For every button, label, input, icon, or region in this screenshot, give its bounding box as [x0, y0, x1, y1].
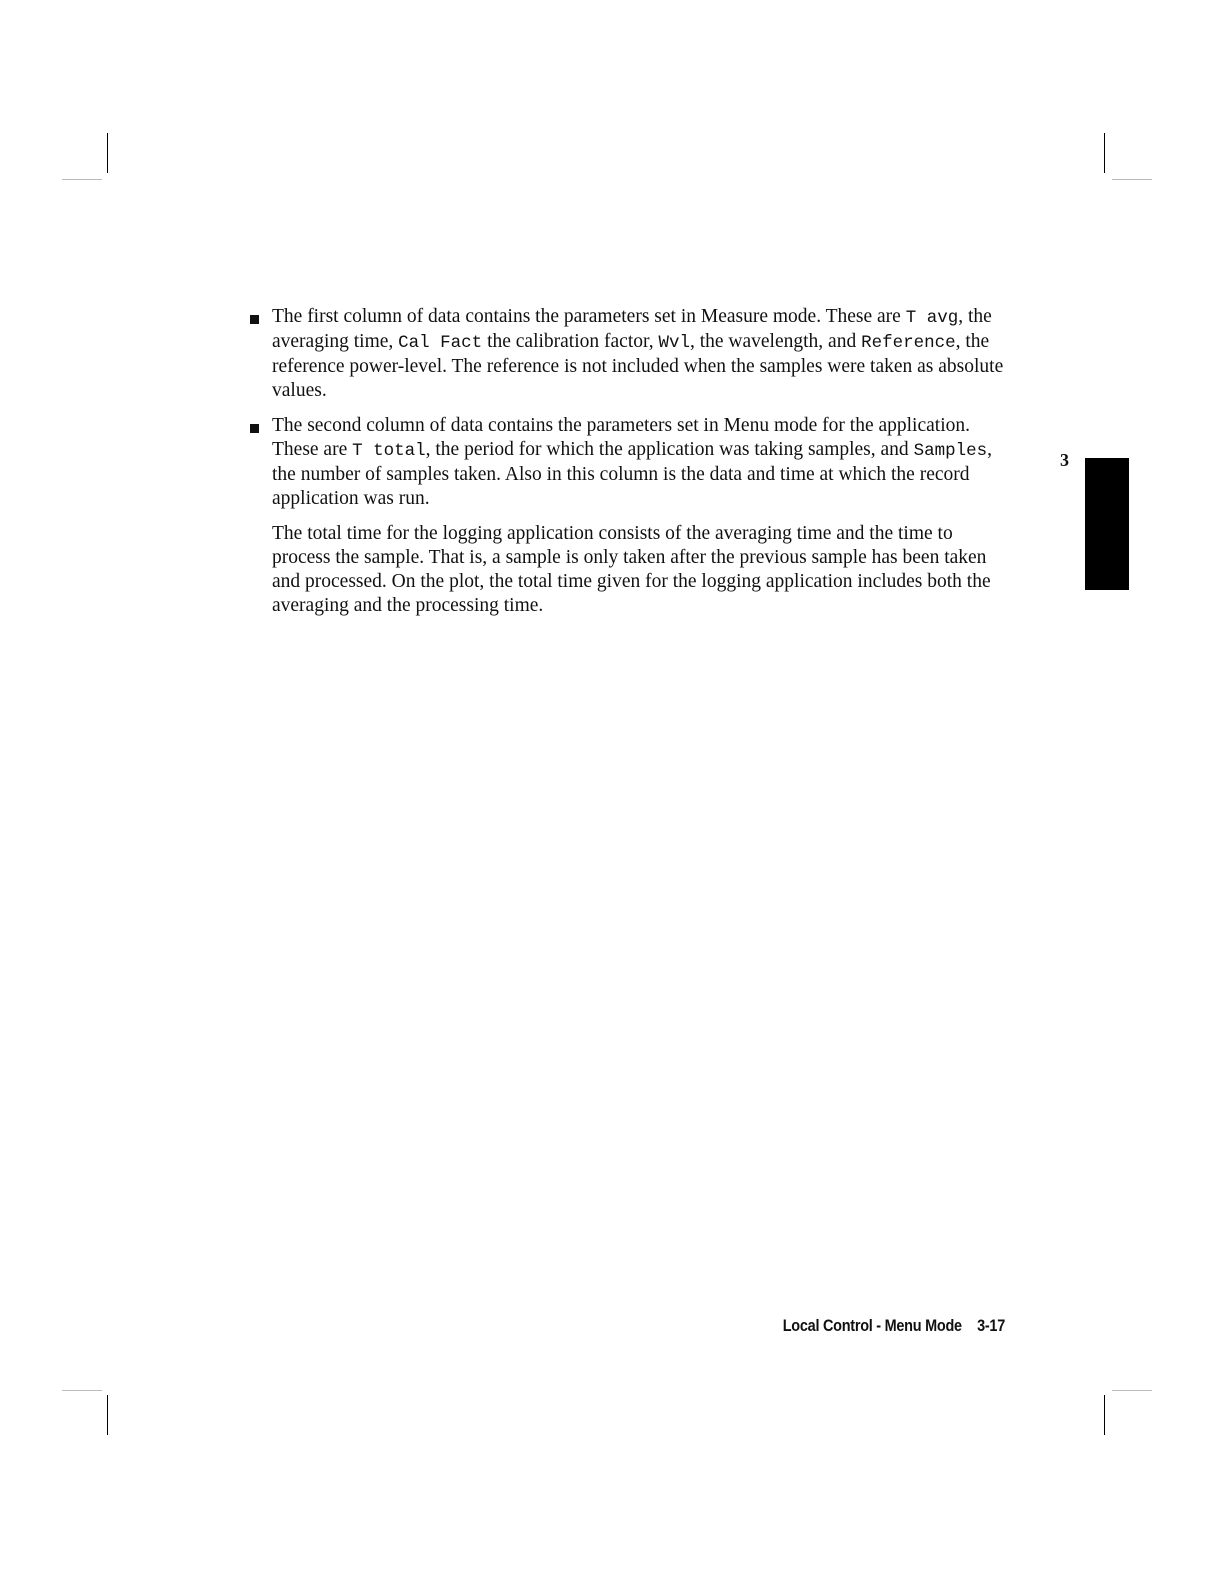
body-text: [250, 305, 1010, 638]
crop-mark: [62, 1390, 102, 1391]
code-term: Reference: [861, 333, 956, 353]
page-footer: [746, 1316, 1005, 1336]
crop-mark: [1112, 1390, 1152, 1391]
crop-mark: [1104, 1395, 1105, 1435]
crop-mark: [107, 1395, 108, 1435]
code-term: Samples: [913, 441, 988, 461]
code-term: T avg: [905, 308, 959, 328]
square-bullet-icon: [250, 424, 259, 433]
body-paragraph: The total time for the logging application consists of the averaging time and the time to process the sample. That is, a sample is only taken after the previous sample has been taken and processed. On the plot, the total time given for the logging application includes both the averaging and the processing time.: [272, 523, 991, 616]
footer-title: Local Control - Menu Mode: [782, 1316, 962, 1335]
chapter-tab-marker: [1085, 458, 1129, 590]
code-term: Wvl: [658, 333, 690, 353]
code-term: T total: [352, 441, 426, 461]
crop-mark: [1112, 179, 1152, 180]
bullet-item-first-column: The first column of data contains the parameters set in Measure mode. These are T avg, the averaging time, Cal Fact the calibration factor, Wvl, the wavelength, and Reference, the reference power-level. The reference is not included when the samples were taken as absolute values.: [250, 305, 1010, 403]
code-term: Cal Fact: [398, 333, 483, 353]
page-number: 3-17: [977, 1316, 1005, 1335]
crop-mark: [107, 133, 108, 173]
bullet-item-second-column: The second column of data contains the parameters set in Menu mode for the application. These are T total, the period for which the application was taking samples, and Samples, the number of samples taken. Also in this column is the data and time at which the record application was run.: [250, 414, 1010, 511]
square-bullet-icon: [250, 315, 259, 324]
crop-mark: [62, 179, 102, 180]
crop-mark: [1104, 133, 1105, 173]
chapter-tab-number: 3: [1060, 450, 1069, 470]
